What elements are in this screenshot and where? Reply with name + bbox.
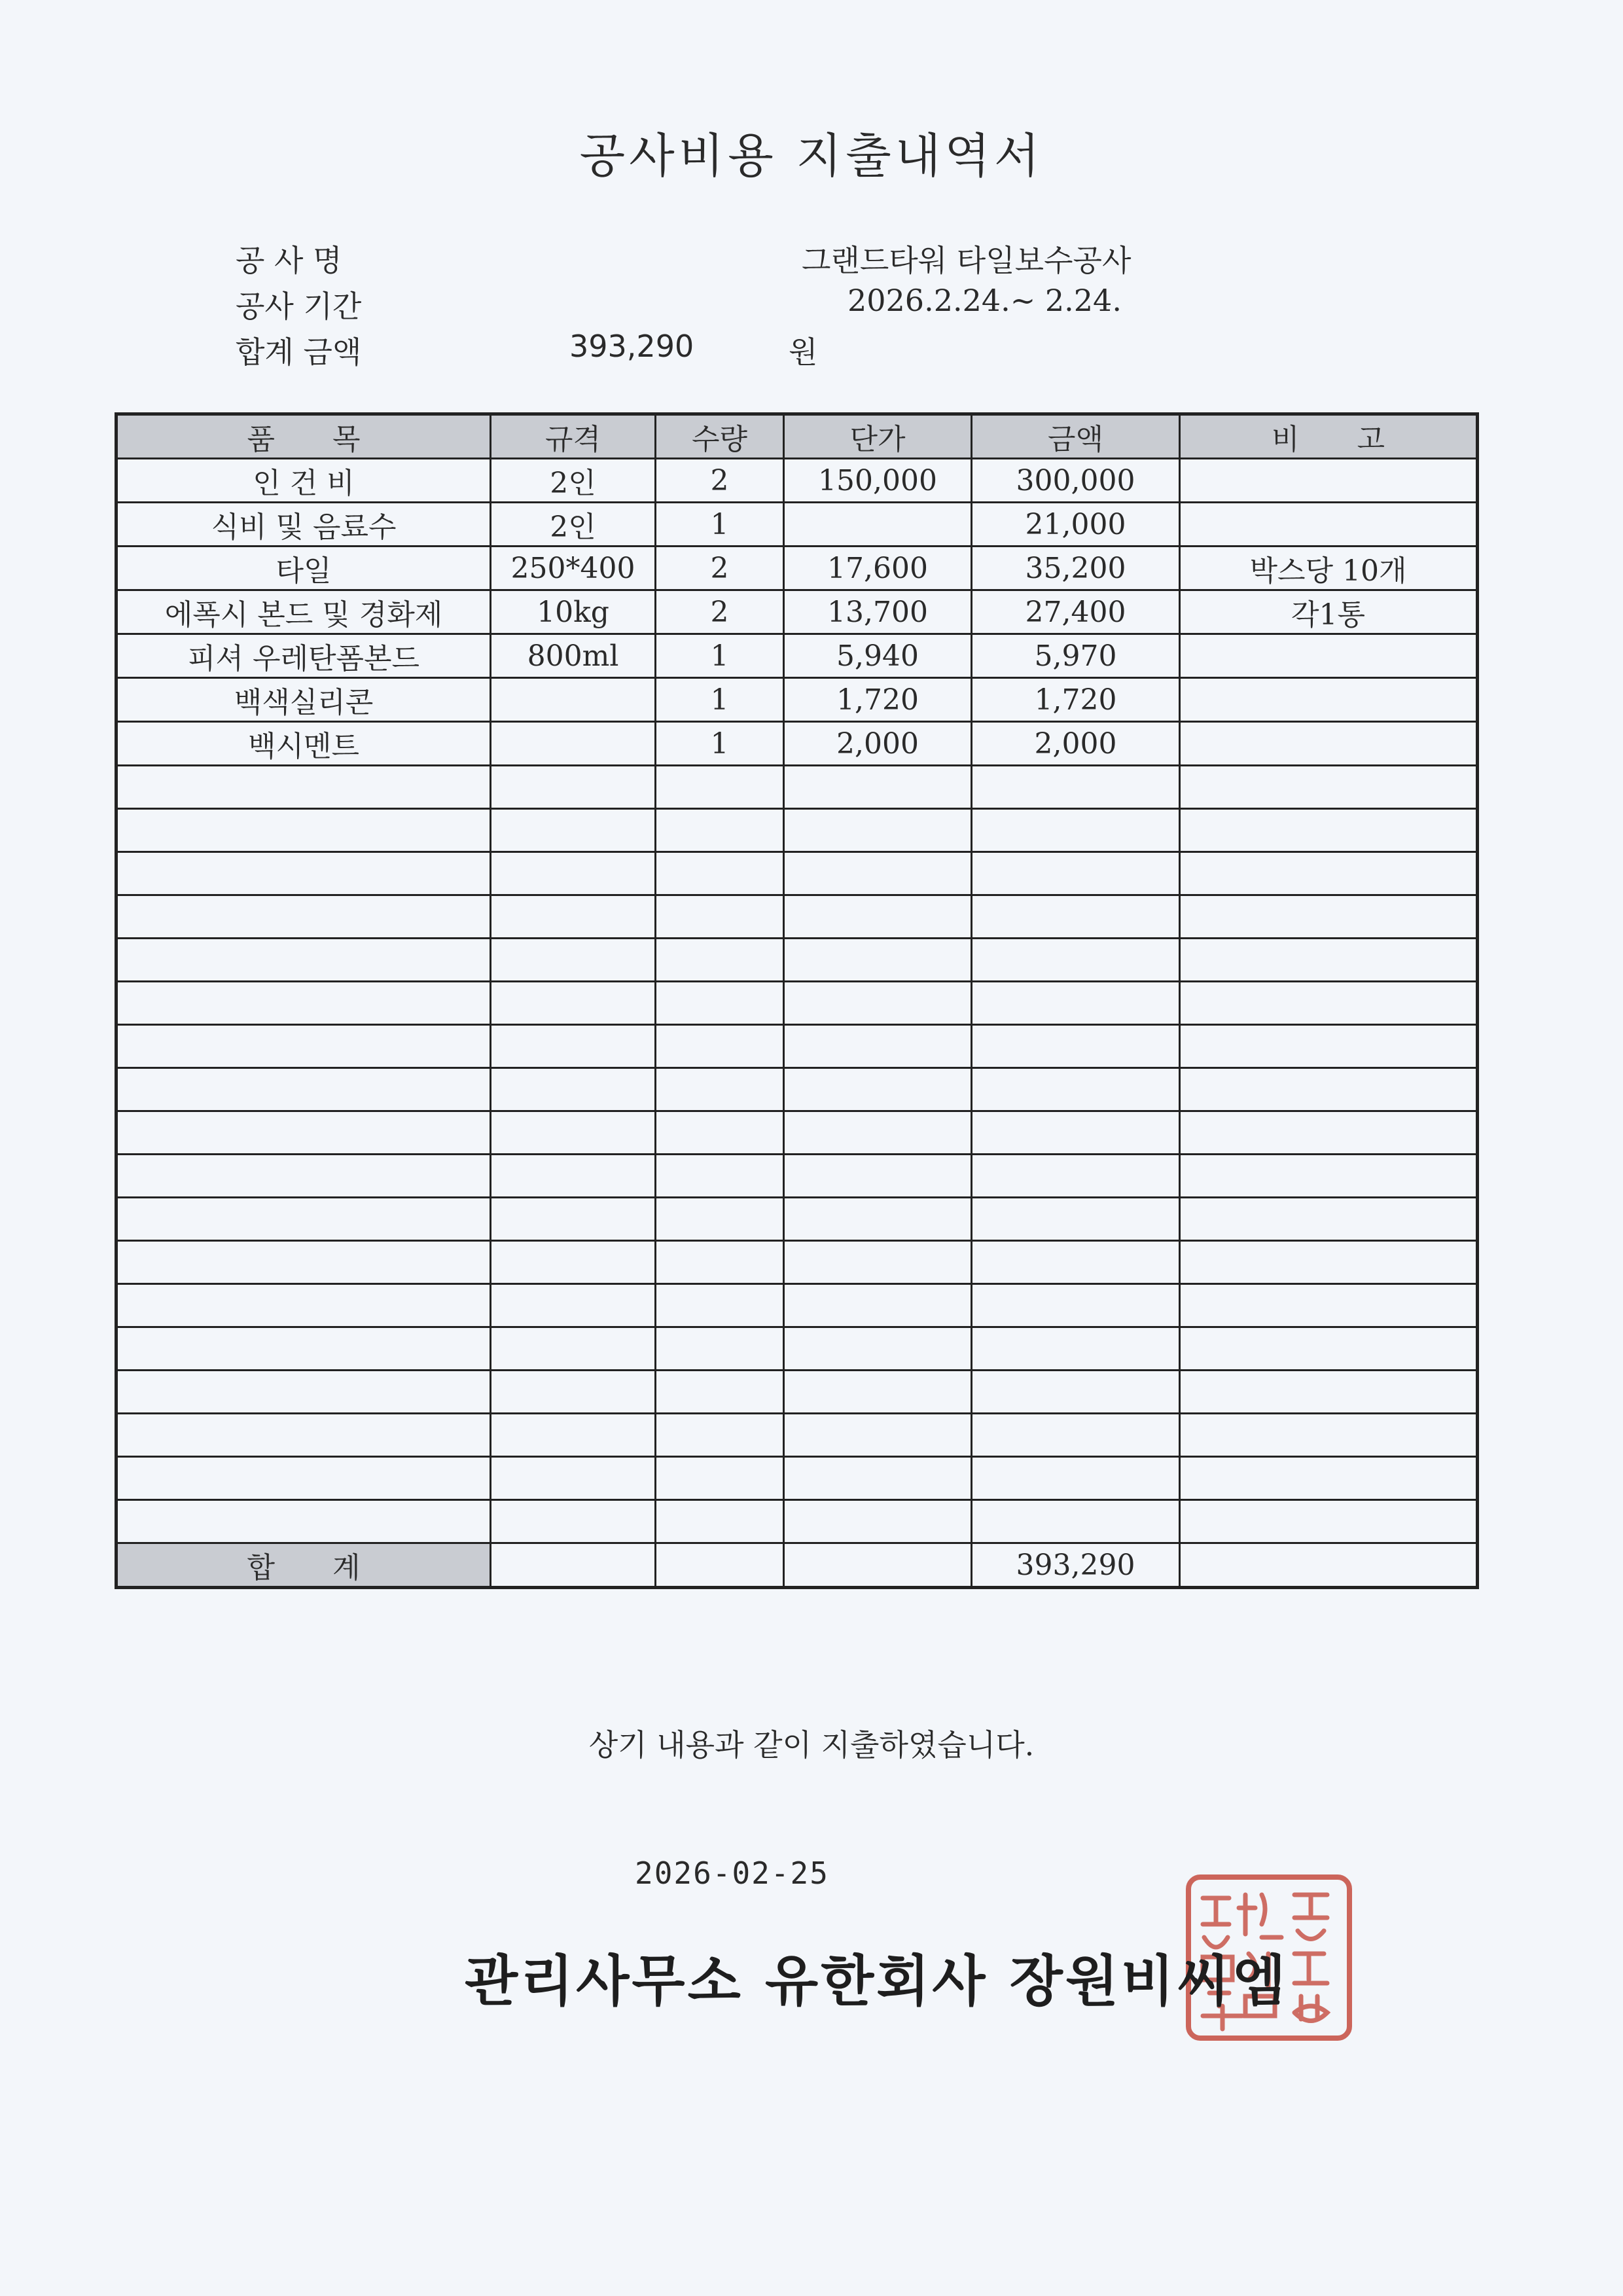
cell-unit-price: 13,700: [784, 590, 972, 634]
total-value: 393,290: [569, 329, 694, 364]
cell-remarks: [1180, 1500, 1478, 1543]
cell-unit-price: [784, 1111, 972, 1155]
table-row: [116, 590, 1478, 634]
cell-unit-price: [784, 1155, 972, 1198]
total-label: 합계 금액: [236, 334, 362, 370]
cell-item: [116, 1327, 491, 1371]
cell-amount: 5,970: [972, 634, 1180, 678]
cell-spec: 10kg: [491, 590, 656, 634]
cell-unit-price: 5,940: [784, 634, 972, 678]
cell-spec: 2인: [491, 459, 656, 503]
cell-item: 에폭시 본드 및 경화제: [116, 590, 491, 634]
table-header-row: [116, 414, 1478, 459]
header-spec: 규격: [491, 414, 656, 459]
cell-item: 타일: [116, 547, 491, 590]
cell-spec: [491, 766, 656, 809]
table-row: [116, 895, 1478, 939]
cell-spec: [491, 1500, 656, 1543]
cell-quantity: [656, 1414, 784, 1457]
cell-unit-price: [784, 809, 972, 852]
cell-spec: [491, 1025, 656, 1068]
cell-amount: 27,400: [972, 590, 1180, 634]
cell-remarks: [1180, 634, 1478, 678]
cell-unit-price: [784, 1371, 972, 1414]
cell-unit-price: [784, 1414, 972, 1457]
header-remarks: 비 고: [1180, 414, 1478, 459]
document-title: 공사비용 지출내역서: [579, 128, 1044, 183]
cell-unit-price: 150,000: [784, 459, 972, 503]
table-row: [116, 1284, 1478, 1327]
period-label: 공사 기간: [236, 289, 362, 324]
table-row: [116, 1198, 1478, 1241]
cell-quantity: [656, 1068, 784, 1111]
cell-item: [116, 852, 491, 895]
cell-item: 식비 및 음료수: [116, 503, 491, 547]
cell-item: [116, 1371, 491, 1414]
cell-remarks: [1180, 678, 1478, 722]
cell-quantity: [656, 1025, 784, 1068]
cell-amount: [972, 1068, 1180, 1111]
cell-quantity: [656, 809, 784, 852]
cell-item: [116, 1198, 491, 1241]
cell-spec: 250*400: [491, 547, 656, 590]
cell-remarks: [1180, 982, 1478, 1025]
header-item: 품 목: [116, 414, 491, 459]
cell-quantity: 1: [656, 634, 784, 678]
cell-spec: 800ml: [491, 634, 656, 678]
cell-spec: [491, 1457, 656, 1500]
cell-quantity: 2: [656, 459, 784, 503]
table-row: [116, 459, 1478, 503]
period-value: 2026.2.24.~ 2.24.: [847, 283, 1122, 318]
cell-quantity: [656, 1198, 784, 1241]
cell-amount: [972, 1155, 1180, 1198]
cell-spec: 2인: [491, 503, 656, 547]
table-row: [116, 1457, 1478, 1500]
cell-remarks: [1180, 1414, 1478, 1457]
table-row: [116, 1155, 1478, 1198]
cell-quantity: [656, 1155, 784, 1198]
table-row: [116, 1371, 1478, 1414]
cell-amount: [972, 1371, 1180, 1414]
cell-item: [116, 1025, 491, 1068]
cell-unit-price: [784, 1327, 972, 1371]
cell-amount: [972, 1025, 1180, 1068]
cell-amount: [972, 1284, 1180, 1327]
cell-item: [116, 1414, 491, 1457]
cell-remarks: [1180, 1327, 1478, 1371]
table-row: [116, 678, 1478, 722]
cell-item: [116, 1500, 491, 1543]
cell-amount: [972, 895, 1180, 939]
cell-amount: [972, 1111, 1180, 1155]
cell-remarks: [1180, 1371, 1478, 1414]
cell-amount: 300,000: [972, 459, 1180, 503]
cell-quantity: [656, 939, 784, 982]
cell-amount: 21,000: [972, 503, 1180, 547]
project-name-value: 그랜드타워 타일보수공사: [802, 243, 1132, 278]
cell-amount: [972, 1198, 1180, 1241]
table-body: [116, 459, 1478, 1543]
cell-unit-price: [784, 1025, 972, 1068]
cell-remarks: [1180, 1025, 1478, 1068]
cell-remarks: [1180, 722, 1478, 766]
cell-spec: [491, 1068, 656, 1111]
header-unit-price: 단가: [784, 414, 972, 459]
table-row: [116, 809, 1478, 852]
cell-item: 피셔 우레탄폼본드: [116, 634, 491, 678]
cell-spec: [491, 982, 656, 1025]
cell-quantity: [656, 895, 784, 939]
cell-spec: [491, 1284, 656, 1327]
footer-cell: [491, 1543, 656, 1588]
cell-unit-price: [784, 1198, 972, 1241]
header-quantity: 수량: [656, 414, 784, 459]
statement-text: 상기 내용과 같이 지출하였습니다.: [588, 1727, 1035, 1763]
cell-unit-price: [784, 895, 972, 939]
cell-unit-price: [784, 766, 972, 809]
cell-remarks: [1180, 503, 1478, 547]
cell-spec: [491, 1155, 656, 1198]
cell-quantity: 1: [656, 722, 784, 766]
cell-quantity: [656, 1371, 784, 1414]
cell-quantity: [656, 852, 784, 895]
cell-amount: [972, 1414, 1180, 1457]
cell-unit-price: [784, 939, 972, 982]
cell-remarks: [1180, 766, 1478, 809]
table-row: [116, 1111, 1478, 1155]
cell-unit-price: [784, 503, 972, 547]
table-row: [116, 1500, 1478, 1543]
footer-total: 393,290: [972, 1543, 1180, 1588]
cell-remarks: [1180, 1457, 1478, 1500]
cell-spec: [491, 1241, 656, 1284]
cell-amount: 1,720: [972, 678, 1180, 722]
cell-spec: [491, 1111, 656, 1155]
cell-item: [116, 1241, 491, 1284]
cell-unit-price: [784, 982, 972, 1025]
table-row: [116, 503, 1478, 547]
cell-remarks: [1180, 939, 1478, 982]
table-row: [116, 982, 1478, 1025]
company-name: 관리사무소 유한회사 장원비씨엠: [465, 1949, 1289, 2013]
project-name-label: 공 사 명: [236, 243, 342, 278]
cell-quantity: [656, 1500, 784, 1543]
footer-cell: [656, 1543, 784, 1588]
cell-item: 인 건 비: [116, 459, 491, 503]
cell-quantity: [656, 1241, 784, 1284]
cell-remarks: [1180, 1241, 1478, 1284]
cell-spec: [491, 722, 656, 766]
cell-item: [116, 766, 491, 809]
cell-unit-price: [784, 852, 972, 895]
cell-spec: [491, 939, 656, 982]
cell-unit-price: [784, 1068, 972, 1111]
table-row: [116, 1414, 1478, 1457]
cell-unit-price: [784, 1241, 972, 1284]
footer-cell: [1180, 1543, 1478, 1588]
cell-quantity: 1: [656, 678, 784, 722]
cell-item: [116, 982, 491, 1025]
issue-date: 2026-02-25: [635, 1856, 829, 1891]
cell-item: [116, 1111, 491, 1155]
table-row: [116, 766, 1478, 809]
table-row: [116, 939, 1478, 982]
cell-item: [116, 1457, 491, 1500]
table-row: [116, 852, 1478, 895]
table-row: [116, 722, 1478, 766]
table-row: [116, 547, 1478, 590]
cell-amount: [972, 982, 1180, 1025]
cell-item: [116, 1068, 491, 1111]
cell-remarks: 각1통: [1180, 590, 1478, 634]
cell-unit-price: [784, 1457, 972, 1500]
table-row: [116, 1241, 1478, 1284]
cell-unit-price: [784, 1500, 972, 1543]
cell-spec: [491, 1327, 656, 1371]
cell-unit-price: 1,720: [784, 678, 972, 722]
expense-table: [115, 412, 1479, 1589]
cell-quantity: [656, 1284, 784, 1327]
cell-quantity: [656, 1457, 784, 1500]
cell-amount: [972, 1327, 1180, 1371]
cell-unit-price: 2,000: [784, 722, 972, 766]
cell-spec: [491, 1371, 656, 1414]
cell-remarks: [1180, 852, 1478, 895]
cell-item: [116, 1155, 491, 1198]
cell-quantity: 1: [656, 503, 784, 547]
cell-remarks: [1180, 459, 1478, 503]
total-unit: 원: [789, 334, 818, 370]
cell-remarks: [1180, 1111, 1478, 1155]
cell-unit-price: [784, 1284, 972, 1327]
cell-quantity: [656, 766, 784, 809]
cell-amount: [972, 1457, 1180, 1500]
cell-quantity: [656, 982, 784, 1025]
cell-amount: 2,000: [972, 722, 1180, 766]
table-row: [116, 1025, 1478, 1068]
cell-item: [116, 1284, 491, 1327]
cell-spec: [491, 895, 656, 939]
cell-remarks: [1180, 1198, 1478, 1241]
cell-remarks: [1180, 895, 1478, 939]
cell-spec: [491, 809, 656, 852]
cell-spec: [491, 1414, 656, 1457]
cell-item: [116, 809, 491, 852]
cell-remarks: 박스당 10개: [1180, 547, 1478, 590]
cell-amount: [972, 1241, 1180, 1284]
footer-label: 합 계: [116, 1543, 491, 1588]
cell-spec: [491, 678, 656, 722]
footer-cell: [784, 1543, 972, 1588]
cell-item: [116, 939, 491, 982]
cell-amount: 35,200: [972, 547, 1180, 590]
cell-quantity: [656, 1327, 784, 1371]
cell-item: 백색실리콘: [116, 678, 491, 722]
table-row: [116, 1327, 1478, 1371]
cell-quantity: 2: [656, 547, 784, 590]
cell-remarks: [1180, 1155, 1478, 1198]
table-row: [116, 1068, 1478, 1111]
cell-quantity: [656, 1111, 784, 1155]
table-footer-row: [116, 1543, 1478, 1588]
cell-amount: [972, 852, 1180, 895]
cell-amount: [972, 766, 1180, 809]
cell-spec: [491, 1198, 656, 1241]
cell-spec: [491, 852, 656, 895]
cell-amount: [972, 1500, 1180, 1543]
cell-remarks: [1180, 1068, 1478, 1111]
cell-unit-price: 17,600: [784, 547, 972, 590]
cell-amount: [972, 809, 1180, 852]
cell-item: 백시멘트: [116, 722, 491, 766]
table-row: [116, 634, 1478, 678]
header-amount: 금액: [972, 414, 1180, 459]
cell-remarks: [1180, 1284, 1478, 1327]
cell-amount: [972, 939, 1180, 982]
cell-remarks: [1180, 809, 1478, 852]
cell-quantity: 2: [656, 590, 784, 634]
cell-item: [116, 895, 491, 939]
